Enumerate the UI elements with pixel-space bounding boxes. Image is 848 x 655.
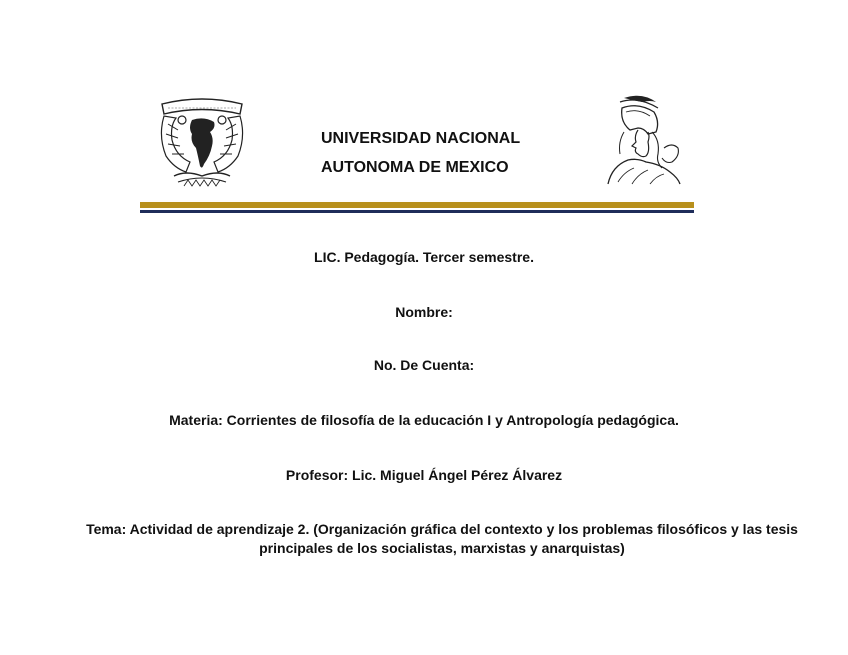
account-number-label: No. De Cuenta: [373,357,475,373]
header-divider-gold [140,202,694,208]
unam-shield-icon [156,96,248,192]
topic-line: Tema: Actividad de aprendizaje 2. (Organización gráfica del contexto y los problemas filosóficos y las tesis principales de los socialistas, marxistas y anarquistas) [86,521,798,556]
career-line: LIC. Pedagogía. Tercer semestre. [314,249,534,265]
name-label: Nombre: [395,304,453,320]
subject-line: Materia: Corrientes de filosofía de la educación I y Antropología pedagógica. [169,412,679,428]
university-title [321,124,520,182]
university-title-line1: UNIVERSIDAD NACIONAL [321,130,521,147]
athena-helmet-icon [598,92,688,188]
header-divider-navy [140,210,694,213]
university-title-line2: AUTONOMA DE MEXICO [321,159,509,176]
professor-line: Profesor: Lic. Miguel Ángel Pérez Álvarez [285,467,563,483]
